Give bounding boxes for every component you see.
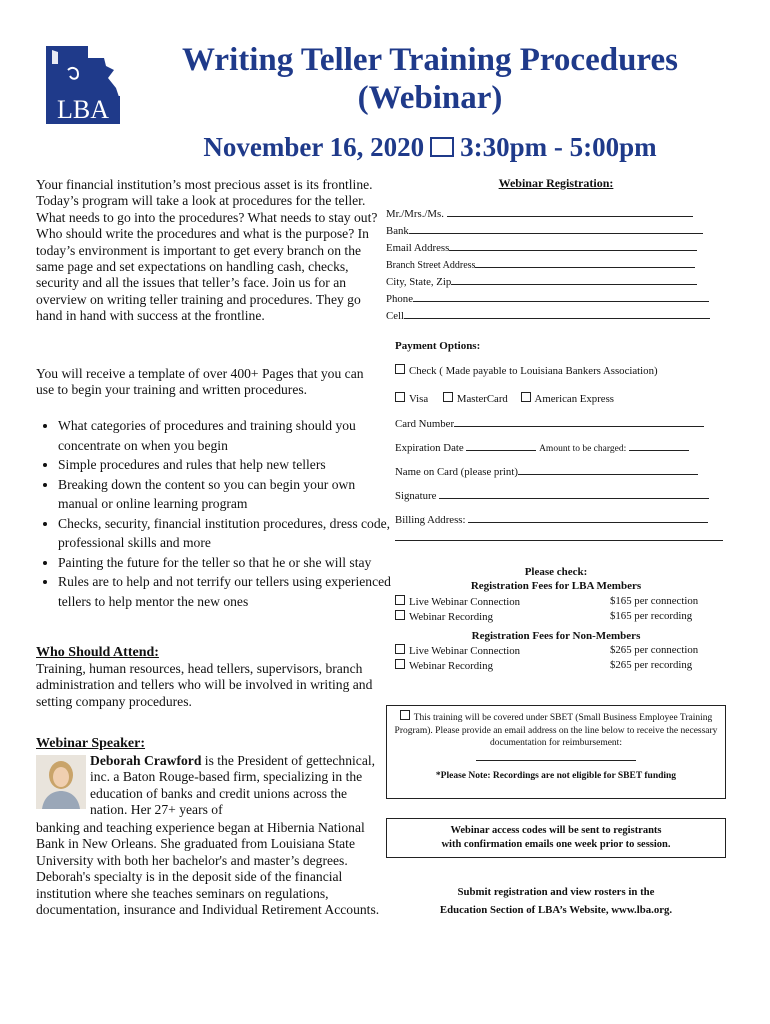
member-live-price: $165 per connection xyxy=(610,595,699,607)
amount-label: Amount to be charged: xyxy=(539,444,627,454)
expiration-line[interactable] xyxy=(466,440,536,451)
member-recording-label: Webinar Recording xyxy=(409,611,493,623)
sbet-email-line[interactable] xyxy=(476,760,636,761)
sbet-text-wrap xyxy=(393,710,719,750)
list-item: • Checks, security, financial institution procedures, dress code, professional skills and more xyxy=(58,514,398,553)
cell-label: Cell xyxy=(386,310,404,322)
list-item: • Painting the future for the teller so that he or she will stay xyxy=(58,553,398,573)
sbet-note: *Please Note: Recordings are not eligible for SBET funding xyxy=(435,770,677,781)
member-recording-price: $165 per recording xyxy=(610,610,693,622)
access-codes-box xyxy=(386,818,726,858)
billing-label: Billing Address: xyxy=(395,514,466,526)
bank-label: Bank xyxy=(386,225,409,237)
lba-logo xyxy=(44,44,122,126)
bank-field[interactable] xyxy=(386,223,716,238)
nonmember-recording-checkbox[interactable] xyxy=(395,659,405,669)
expiration-label: Expiration Date xyxy=(395,442,464,454)
phone-field[interactable] xyxy=(386,291,716,306)
branch-label: Branch Street Address xyxy=(386,260,476,271)
nonmembers-fee-title: Registration Fees for Non-Members xyxy=(471,630,641,642)
card-number-label: Card Number xyxy=(395,418,455,430)
template-paragraph: You will receive a template of over 400+ Pages that you can use to begin your training and written procedures. xyxy=(36,366,364,398)
visa-label: Visa xyxy=(409,393,429,405)
speaker-name: Deborah Crawford xyxy=(90,753,202,768)
amount-line[interactable] xyxy=(629,440,689,451)
city-line[interactable] xyxy=(451,274,697,285)
city-label: City, State, Zip xyxy=(386,276,452,288)
speaker-heading: Webinar Speaker: xyxy=(36,736,146,751)
submit-line-2: Education Section of LBA’s Website, www.lba.org. xyxy=(439,904,673,916)
submit-info xyxy=(386,883,726,919)
mastercard-label: MasterCard xyxy=(456,393,508,405)
nonmember-recording-label: Webinar Recording xyxy=(409,660,493,672)
phone-line[interactable] xyxy=(413,291,709,302)
check-checkbox[interactable] xyxy=(395,364,405,374)
name-on-card-field[interactable] xyxy=(395,464,725,479)
signature-line[interactable] xyxy=(439,488,709,499)
submit-line-1: Submit registration and view rosters in the xyxy=(457,886,655,898)
card-number-line[interactable] xyxy=(454,416,704,427)
email-line[interactable] xyxy=(449,240,697,251)
please-check-label: Please check: xyxy=(524,566,588,578)
nonmember-recording-price: $265 per recording xyxy=(610,659,693,671)
city-field[interactable] xyxy=(386,274,716,289)
page-title-line2: (Webinar) xyxy=(357,80,503,116)
payment-title: Payment Options: xyxy=(395,340,481,352)
event-time: 3:30pm - 5:00pm xyxy=(460,132,657,162)
nonmember-live-label: Live Webinar Connection xyxy=(409,645,521,657)
member-recording-checkbox[interactable] xyxy=(395,610,405,620)
list-item: • Simple procedures and rules that help new tellers xyxy=(58,455,398,475)
name-line[interactable] xyxy=(447,206,693,217)
logo-text: LBA xyxy=(57,95,109,124)
amex-label: American Express xyxy=(534,393,614,405)
branch-field[interactable] xyxy=(386,257,716,272)
email-label: Email Address xyxy=(386,242,450,254)
name-on-card-line[interactable] xyxy=(518,464,698,475)
billing-line-2[interactable] xyxy=(395,540,723,541)
billing-line[interactable] xyxy=(468,512,708,523)
list-item: • Rules are to help and not terrify our tellers using experienced tellers to help mentor the new ones xyxy=(58,572,398,611)
who-attend-text: Training, human resources, head tellers, supervisors, branch administration and tellers who will be involved in writing and setting company procedures. xyxy=(36,661,373,709)
card-type-options xyxy=(395,392,725,406)
member-live-label: Live Webinar Connection xyxy=(409,596,521,608)
branch-line[interactable] xyxy=(475,257,695,268)
name-label: Mr./Mrs./Ms. xyxy=(386,208,444,220)
check-label: Check ( Made payable to Louisiana Bankers Association) xyxy=(409,365,658,377)
cell-line[interactable] xyxy=(404,308,710,319)
speaker-photo xyxy=(36,755,86,809)
registration-title: Webinar Registration: xyxy=(498,176,614,190)
phone-label: Phone xyxy=(386,293,413,305)
calendar-box-icon xyxy=(430,137,454,157)
name-on-card-label: Name on Card (please print) xyxy=(395,466,518,478)
sbet-checkbox[interactable] xyxy=(400,710,410,720)
speaker-bio-rest: banking and teaching experience began at Hibernia National Bank in New Orleans. She graduated from Louisiana State University with both her bachelor's and master’s degrees. Deborah's specialty is in the deposit side of the financial institution where she teaches seminars on regulations, documentation, insurance and Individual Retirement Accounts. xyxy=(36,820,380,918)
bank-line[interactable] xyxy=(409,223,703,234)
name-field[interactable] xyxy=(386,206,716,221)
date-line xyxy=(150,131,710,163)
members-fee-title: Registration Fees for LBA Members xyxy=(470,580,642,592)
list-item: • What categories of procedures and training should you concentrate on when you begin xyxy=(58,416,398,455)
cell-field[interactable] xyxy=(386,308,716,323)
sbet-box xyxy=(386,705,726,799)
visa-checkbox[interactable] xyxy=(395,392,405,402)
nonmember-live-checkbox[interactable] xyxy=(395,644,405,654)
sbet-text: This training will be covered under SBET (Small Business Employee Training Program). Please provide an email address on the line below to receive the necessary documentation for reimbursement: xyxy=(394,713,718,748)
member-live-checkbox[interactable] xyxy=(395,595,405,605)
nonmember-live-price: $265 per connection xyxy=(610,644,699,656)
check-option[interactable] xyxy=(395,364,725,378)
mastercard-checkbox[interactable] xyxy=(443,392,453,402)
expiration-field[interactable] xyxy=(395,440,725,456)
signature-label: Signature xyxy=(395,490,437,502)
list-item: • Breaking down the content so you can begin your own manual or online learning program xyxy=(58,475,398,514)
email-field[interactable] xyxy=(386,240,716,255)
speaker-bio-intro: is the President of gettechnical, inc. a Baton Rouge-based firm, specializing in the education of banks and credit unions across the nation. Her 27+ years of xyxy=(90,753,376,818)
access-line-1: Webinar access codes will be sent to registrants xyxy=(450,825,662,836)
intro-paragraph: Your financial institution’s most precious asset is its frontline. Today’s program will take a look at procedures for the teller. What needs to go into the procedures? What needs to stay out? Who should write the procedures and what is the purpose? In today’s environment is important to get every branch on the same page and set expectations on handling cash, checks, security and all the issues that teller’s face. Join us for an overview on writing teller training and procedures. They go hand in hand with success at the frontline. xyxy=(36,177,378,324)
access-line-2: with confirmation emails one week prior to session. xyxy=(441,839,671,850)
page-title-line1: Writing Teller Training Procedures xyxy=(182,42,678,78)
amex-checkbox[interactable] xyxy=(521,392,531,402)
signature-field[interactable] xyxy=(395,488,725,503)
card-number-field[interactable] xyxy=(395,416,725,431)
speaker-bio-first xyxy=(90,753,380,819)
topic-list xyxy=(36,416,398,611)
billing-field[interactable] xyxy=(395,512,725,527)
who-attend-heading: Who Should Attend: xyxy=(36,645,159,660)
event-date: November 16, 2020 xyxy=(203,132,425,162)
